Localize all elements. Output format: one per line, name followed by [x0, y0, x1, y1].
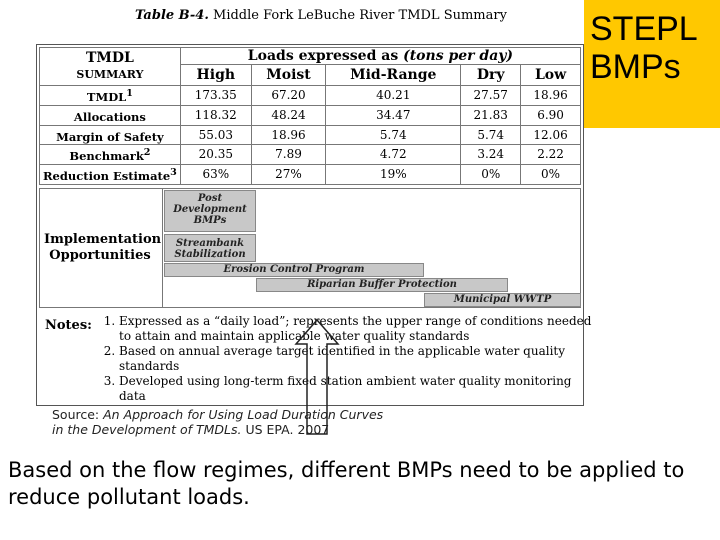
cell-value: 48.24: [251, 105, 326, 125]
row-label: Reduction Estimate$^3$: [40, 165, 181, 185]
row-label: Margin of Safety: [40, 125, 181, 145]
note-item: 1. Expressed as a “daily load”; represents the upper range of conditions needed to attain and maintain applicable water quality standards: [119, 314, 597, 344]
table-row: [40, 145, 581, 165]
row-label: Allocations: [40, 105, 181, 125]
bar-riparian-buffer: Riparian Buffer Protection: [256, 278, 508, 292]
table-row: [40, 125, 581, 145]
cell-value: 21.83: [461, 105, 521, 125]
callout-line1: STEPL: [590, 10, 698, 48]
row-label: Benchmark$^2$: [40, 145, 181, 165]
table-row: [40, 165, 581, 185]
loads-head-prefix: Loads expressed as: [247, 47, 404, 64]
cell-value: 5.74: [326, 125, 461, 145]
cell-value: 20.35: [180, 145, 251, 165]
emphasis-flow-regimes: flow regimes: [153, 458, 288, 482]
callout-line2: BMPs: [590, 48, 681, 86]
notes-list: [101, 314, 597, 404]
bar-erosion-control: Erosion Control Program: [164, 263, 424, 277]
table-row: [40, 86, 581, 106]
stepl-bmps-callout: [584, 0, 720, 128]
cell-value: 18.96: [251, 125, 326, 145]
cell-value: 173.35: [180, 86, 251, 106]
bar-post-development-bmps: Post Development BMPs: [164, 190, 256, 232]
note-item: 3. Developed using long-term fixed station ambient water quality monitoring data: [119, 374, 597, 404]
table-caption: [135, 8, 507, 23]
note-item: 2. Based on annual average target identified in the applicable water quality standards: [119, 344, 597, 374]
cell-value: 0%: [521, 165, 581, 185]
source-citation: Source: An Approach for Using Load Duration Curves in the Development of TMDLs. US EPA. 2007: [52, 407, 384, 437]
source-title-line2: in the Development of TMDLs.: [52, 422, 242, 437]
notes-label: Notes:: [45, 318, 92, 333]
implementation-divider: [162, 188, 163, 308]
cell-value: 63%: [180, 165, 251, 185]
table-row: [40, 105, 581, 125]
cell-value: 2.22: [521, 145, 581, 165]
cell-value: 19%: [326, 165, 461, 185]
row-label: TMDL$^1$: [40, 86, 181, 106]
source-publisher: US EPA. 2007: [241, 422, 330, 437]
regime-high: High: [180, 65, 251, 86]
summary-header-cell: [40, 48, 181, 86]
bar-streambank-stabilization: Streambank Stabilization: [164, 234, 256, 262]
regime-moist: Moist: [251, 65, 326, 86]
cell-value: 0%: [461, 165, 521, 185]
cell-value: 118.32: [180, 105, 251, 125]
regime-low: Low: [521, 65, 581, 86]
slide-body-text: Based on the flow regimes, different BMPs need to be applied to reduce pollutant loads.: [8, 458, 685, 509]
tmdl-summary-table: [39, 47, 581, 185]
source-title-line1: An Approach for Using Load Duration Curves: [103, 407, 384, 422]
caption-title: Middle Fork LeBuche River TMDL Summary: [213, 8, 507, 23]
caption-label: Table B-4.: [135, 8, 209, 23]
cell-value: 27.57: [461, 86, 521, 106]
cell-value: 4.72: [326, 145, 461, 165]
cell-value: 7.89: [251, 145, 326, 165]
loads-head-units: (tons per day): [403, 47, 514, 64]
cell-value: 67.20: [251, 86, 326, 106]
cell-value: 34.47: [326, 105, 461, 125]
cell-value: 12.06: [521, 125, 581, 145]
cell-value: 5.74: [461, 125, 521, 145]
regime-mid-range: Mid-Range: [326, 65, 461, 86]
implementation-label: Implementation Opportunities: [44, 232, 162, 263]
cell-value: 18.96: [521, 86, 581, 106]
bar-municipal-wwtp: Municipal WWTP: [424, 293, 581, 307]
summary-head-line1: TMDL: [85, 50, 134, 66]
cell-value: 55.03: [180, 125, 251, 145]
cell-value: 6.90: [521, 105, 581, 125]
cell-value: 3.24: [461, 145, 521, 165]
cell-value: 27%: [251, 165, 326, 185]
cell-value: 40.21: [326, 86, 461, 106]
table-header-row: [40, 48, 581, 65]
summary-head-line2: SUMMARY: [76, 68, 144, 81]
loads-header-cell: [180, 48, 580, 65]
regime-dry: Dry: [461, 65, 521, 86]
